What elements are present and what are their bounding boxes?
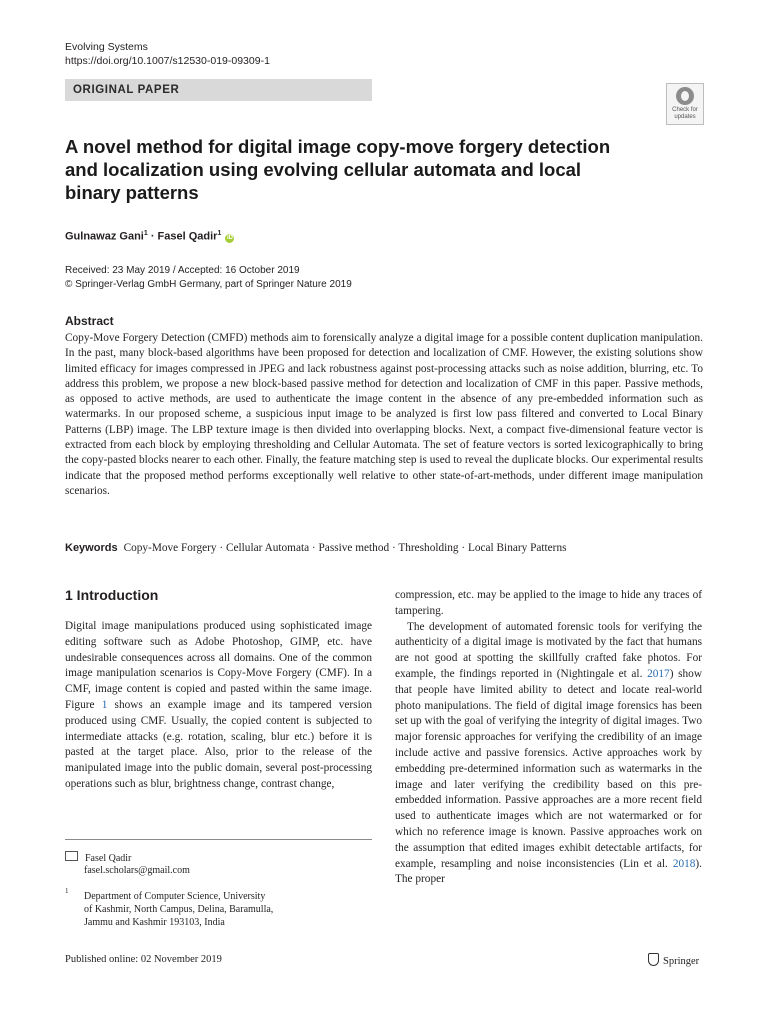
published-online: Published online: 02 November 2019: [65, 954, 222, 965]
intro-paragraph-1: [65, 619, 372, 793]
footnote-divider: [65, 839, 372, 840]
doi-link[interactable]: https://doi.org/10.1007/s12530-019-09309-1: [65, 55, 270, 67]
keywords-label: Keywords: [65, 542, 118, 554]
left-column: [65, 619, 372, 793]
text-run: ). The proper: [395, 857, 702, 886]
affiliation-line-3: Jammu and Kashmir 193103, India: [84, 917, 225, 929]
author-2[interactable]: Fasel Qadir: [157, 230, 218, 243]
copyright-line: © Springer-Verlag GmbH Germany, part of Springer Nature 2019: [65, 279, 352, 290]
author-1-affiliation: 1: [143, 230, 148, 237]
springer-horse-icon: [648, 953, 659, 966]
intro-paragraph-continued: compression, etc. may be applied to the image to hide any traces of tampering.: [395, 589, 702, 617]
publisher-name: Springer: [663, 956, 700, 967]
publication-dates: [65, 264, 352, 292]
article-type-label: ORIGINAL PAPER: [73, 84, 180, 96]
publisher-logo: [648, 953, 699, 967]
orcid-icon[interactable]: iD: [226, 234, 233, 241]
journal-name: Evolving Systems: [65, 41, 148, 53]
section-heading-introduction: 1 Introduction: [65, 587, 159, 603]
check-for-updates-button[interactable]: [666, 83, 704, 125]
affiliation-line-1: Department of Computer Science, University: [84, 891, 266, 902]
article-type-badge: [65, 79, 372, 101]
affiliation-number: 1: [65, 887, 69, 895]
figure-reference-link[interactable]: 1: [101, 698, 108, 711]
citation-link-nightingale[interactable]: 2017: [647, 667, 670, 680]
paper-title: A novel method for digital image copy-move forgery detection and localization using evolving cellular automata and local binary patterns: [65, 136, 611, 203]
corresponding-author-email[interactable]: fasel.scholars@gmail.com: [84, 865, 190, 876]
journal-info: [65, 40, 270, 68]
affiliation-line-2: of Kashmir, North Campus, Delina, Baramulla,: [84, 904, 274, 916]
envelope-icon: [65, 851, 78, 861]
abstract-heading: Abstract: [65, 314, 114, 328]
author-separator: ·: [147, 230, 158, 243]
abstract-text: Copy-Move Forgery Detection (CMFD) methods aim to forensically analyze a digital image for a possible content duplication manipulation. In the past, many block-based algorithms have been proposed for detection and localization of CMF. However, the existing solutions show limited efficacy for images compressed in JPEG and lack robustness against post-processing attacks such as noise addition, blurring, etc. To address this problem, we propose a new block-based passive method for detection and localization of CMF in this paper. Passive methods, as opposed to active methods, are used to authenticate the image content in the absence of any pre-embedded information such as watermarks. In our proposed scheme, a suspicious input image to be analyzed is first low pass filtered and converted to Local Binary Patterns (LBP) image. The LBP texture image is then divided into overlapping blocks. Next, a compact five-dimensional feature vector is extracted from each block by employing thresholding and Cellular Automata. The set of feature vectors is sorted lexicographically to bring the copy-pasted blocks nearer to each other. Finally, the feature matching step is used to reveal the duplicate blocks. Our experimental results indicate that the proposed method performs exceptionally well relative to other state-of-art-methods, under different image manipulation scenarios.: [65, 332, 703, 497]
author-list: [65, 227, 234, 244]
right-column: [395, 588, 702, 888]
check-label-1: Check for: [672, 107, 698, 113]
corresponding-author-name: Fasel Qadir: [85, 853, 132, 864]
affiliation: [84, 890, 273, 930]
text-run: Digital image manipulations produced using sophisticated image editing software such as Adobe Photoshop, GIMP, etc. have undesirable consequences across all domains. One of the common image manipulation scenarios is Copy-Move Forgery (CMF). In a CMF, image content is copied and pasted within the same image. Figure: [65, 620, 372, 711]
author-2-affiliation: 1: [217, 230, 222, 237]
crossmark-icon: [676, 87, 694, 105]
citation-link-lin[interactable]: 2018: [672, 857, 696, 870]
check-label-2: updates: [674, 113, 696, 120]
keywords: [65, 541, 705, 556]
text-run: ) show that people have limited ability to detect and locate real-world photo manipulations. The field of digital image forensics has been set up with the goal of verifying the integrity of digital images. Two major forensic approaches for verifying the credibility of an image include active and passive forensics. Active approaches work by embedding pre-determined information such as watermarks in the image and later verifying the credibility based on this pre-embedded information. Passive approaches are a more recent field used to authenticate images which are not watermarked or for which no reference image is known. Passive approaches work on the assumption that edited images exhibit detectable artifacts, for example, resampling and noise inconsistencies (Lin et al.: [395, 667, 702, 870]
author-1[interactable]: Gulnawaz Gani: [65, 230, 144, 243]
text-run: The development of automated forensic tools for verifying the authenticity of a digital image is motivated by the fact that humans are not good at spotting the skillfully crafted fake photos. For example, the findings reported in (Nightingale et al.: [395, 620, 702, 680]
text-run: shows an example image and its tampered version produced using CMF. Usually, the copied content is subjected to intermediate attacks (e.g. rotation, scaling, blur etc.) before it is pasted at the target place. Also, prior to the release of the manipulated image into the public domain, several post-processing operations such as blur, brightness change, contrast change,: [65, 698, 372, 790]
intro-paragraph-2: [395, 620, 702, 889]
keywords-list: Copy-Move Forgery · Cellular Automata · Passive method · Thresholding · Local Binary Patterns: [123, 542, 567, 554]
received-accepted: Received: 23 May 2019 / Accepted: 16 October 2019: [65, 265, 300, 276]
